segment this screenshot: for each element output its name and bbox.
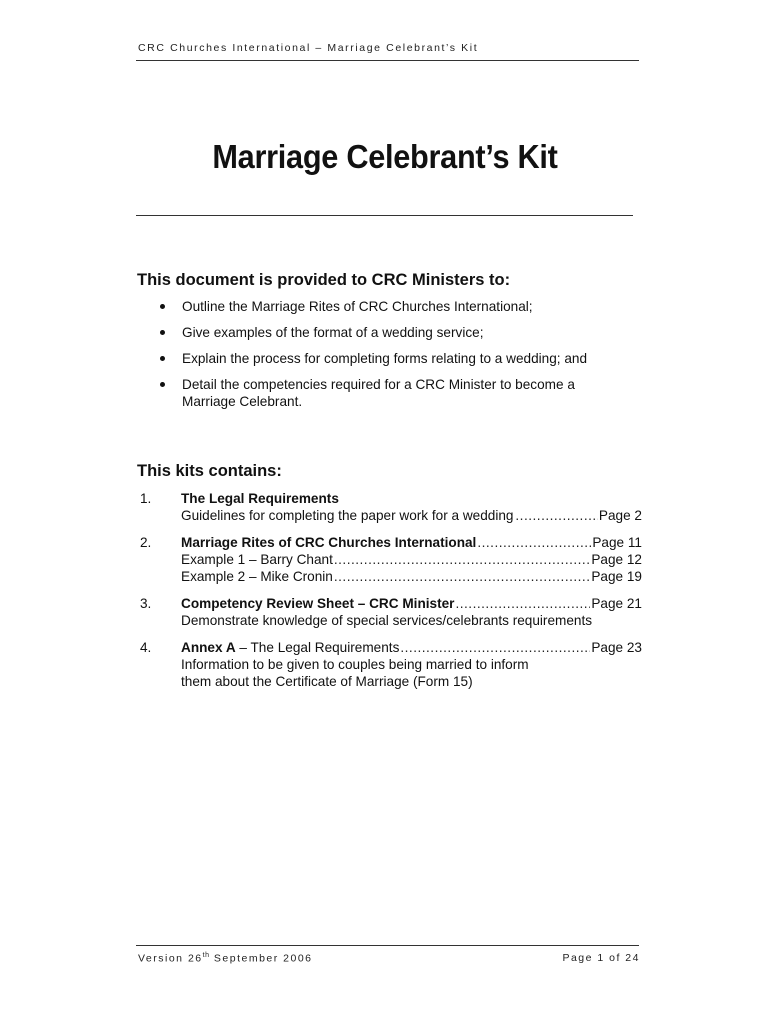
entry-number: 4. xyxy=(140,640,152,655)
bullet-icon xyxy=(160,304,165,309)
entry-description: Information to be given to couples being married to inform xyxy=(181,657,529,672)
bullet-item xyxy=(160,350,630,367)
contents-entry-2 xyxy=(137,534,642,585)
bullet-icon xyxy=(160,382,165,387)
intro-bullet-list xyxy=(160,298,630,419)
version-date: September 2006 xyxy=(209,952,313,965)
page-number: Page 1 of 24 xyxy=(562,952,640,964)
leader-dots xyxy=(455,595,590,612)
bullet-icon xyxy=(160,356,165,361)
contents-heading: This kits contains: xyxy=(137,462,282,480)
contents-list xyxy=(137,490,642,700)
entry-title-suffix: – The Legal Requirements xyxy=(235,640,400,655)
entry-number: 2. xyxy=(140,535,152,550)
bullet-icon xyxy=(160,330,165,335)
entry-title: Annex A xyxy=(181,640,236,655)
entry-number: 3. xyxy=(140,596,152,611)
version-prefix: Version 26 xyxy=(138,952,203,965)
bullet-text: Outline the Marriage Rites of CRC Churches International; xyxy=(182,299,533,314)
bullet-item xyxy=(160,324,630,341)
entry-subitem: Example 2 – Mike Cronin xyxy=(181,569,333,584)
entry-description: Demonstrate knowledge of special services/celebrants requirements xyxy=(181,613,593,628)
bullet-item xyxy=(160,376,630,410)
bullet-text: Explain the process for completing forms relating to a wedding; and xyxy=(182,351,588,366)
leader-dots xyxy=(477,534,591,551)
leader-dots xyxy=(515,507,598,524)
document-title: Marriage Celebrant’s Kit xyxy=(212,138,558,175)
version-ordinal: th xyxy=(202,952,210,959)
header-divider xyxy=(136,60,639,61)
version-label xyxy=(138,952,313,965)
entry-number: 1. xyxy=(140,491,152,506)
leader-dots xyxy=(334,568,590,585)
entry-description: Guidelines for completing the paper work for a wedding xyxy=(181,508,514,523)
entry-description-continued: them about the Certificate of Marriage (Form 15) xyxy=(181,674,473,689)
title-divider xyxy=(136,215,633,216)
page-reference: Page 21 xyxy=(591,596,642,611)
entry-subitem: Example 1 – Barry Chant xyxy=(181,552,333,567)
entry-title: The Legal Requirements xyxy=(181,491,339,506)
running-header: CRC Churches International – Marriage Celebrant’s Kit xyxy=(138,42,479,54)
bullet-item xyxy=(160,298,630,315)
page-reference: Page 2 xyxy=(598,508,642,523)
intro-heading: This document is provided to CRC Ministers to: xyxy=(137,271,511,289)
page-reference: Page 11 xyxy=(592,535,642,550)
bullet-text: Give examples of the format of a wedding service; xyxy=(182,325,484,340)
contents-entry-3 xyxy=(137,595,642,629)
bullet-text-continued: Marriage Celebrant. xyxy=(182,394,303,409)
page-reference: Page 19 xyxy=(591,569,642,584)
entry-title: Marriage Rites of CRC Churches International xyxy=(181,535,477,550)
footer-divider xyxy=(136,945,639,946)
bullet-text: Detail the competencies required for a CRC Minister to become a xyxy=(182,377,575,392)
entry-title: Competency Review Sheet – CRC Minister xyxy=(181,596,455,611)
leader-dots xyxy=(400,639,590,656)
page-reference: Page 12 xyxy=(591,552,642,567)
contents-entry-4 xyxy=(137,639,642,690)
page-reference: Page 23 xyxy=(591,640,642,655)
contents-entry-1 xyxy=(137,490,642,524)
leader-dots xyxy=(334,551,590,568)
